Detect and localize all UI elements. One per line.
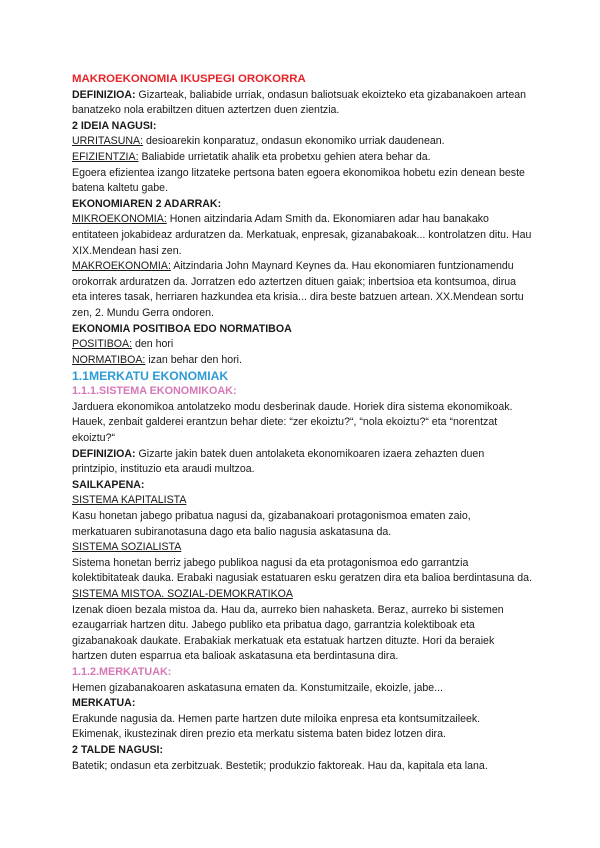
positiboa-paragraph: [72, 337, 532, 353]
efizientzia-text: Baliabide urrietatik ahalik eta probetxu gehien atera behar da.: [138, 150, 431, 163]
sailkapena-heading: SAILKAPENA:: [72, 478, 145, 491]
efizientzia-label: EFIZIENTZIA:: [72, 150, 139, 163]
sistema-intro: Jarduera ekonomikoa antolatzeko modu desberinak daude. Horiek dira sistema ekonomikoak. Hauek, zenbait galderei erantzun behar diete: “zer ekoiztu?“, “nola ekoiztu?“ eta “norentzat ekoiztu?“: [72, 400, 513, 445]
definizioa-label: DEFINIZIOA:: [72, 88, 136, 101]
sozialista-heading: SISTEMA SOZIALISTA: [72, 541, 182, 554]
document-title: MAKROEKONOMIA IKUSPEGI OROKORRA: [72, 73, 306, 85]
mistoa-text: Izenak dioen bezala mistoa da. Hau da, aurreko bien nahasketa. Beraz, aurreko bi sistemen ezaugarriak hartzen ditu. Jabego publiko eta pribatua dago, garrantzia kolektiboak eta gizabanakoak daukate. Erabakiak merkatuak eta estatuak hartzen dituzte. Hori da beraiek hartzen duten esparrua eta balioak askatasuna eta berdintasuna dira.: [72, 603, 504, 663]
kapitalista-heading: SISTEMA KAPITALISTA: [72, 494, 187, 507]
sistema-definizioa-text: Gizarte jakin batek duen antolaketa ekonomikoaren izaera zehazten duen printzipio, instituzio eta araudi multzoa.: [72, 447, 485, 476]
makroekonomia-label: MAKROEKONOMIA:: [72, 260, 171, 273]
positiboa-heading: EKONOMIA POSITIBOA EDO NORMATIBOA: [72, 322, 292, 335]
makroekonomia-text: Aitzindaria John Maynard Keynes da. Hau ekonomiaren funtzionamendu orokorrak arduratzen da. Jorratzen edo aztertzen dituen gaiak; inbertsioa eta kontsumoa, dirua eta interes tasak, herriaren hazkundea eta krisia... dira beste batzuen artean. XX.Mendean sortu zen, 2. Mundu Gerra ondoren.: [72, 260, 524, 319]
mistoa-heading: SISTEMA MISTOA. SOZIAL-DEMOKRATIKOA: [72, 588, 293, 600]
makroekonomia-paragraph: [72, 259, 532, 321]
normatiboa-label: NORMATIBOA:: [72, 353, 146, 366]
definizioa-text: Gizarteak, baliabide urriak, ondasun baliotsuak ekoizteko eta gizabanakoen artean banatzeko nola erabiltzen dituen aztertzen duen zientzia.: [72, 88, 527, 117]
definizioa-paragraph: [72, 88, 532, 119]
section-1-1-heading: 1.1MERKATU EKONOMIAK: [72, 369, 229, 384]
ideia-nagusi-heading: 2 IDEIA NAGUSI:: [72, 119, 157, 132]
urritasuna-label: URRITASUNA:: [72, 135, 144, 148]
kapitalista-text: Kasu honetan jabego pribatua nagusi da, gizabanakoari protagonismoa ematen zaio, merkatuaren subiranotasuna dago eta balio nagusia askatasuna da.: [72, 510, 471, 538]
urritasuna-text: desioarekin konparatuz, ondasun ekonomiko urriak daudenean.: [143, 135, 445, 148]
sistema-definizioa-paragraph: [72, 447, 532, 478]
sistema-definizioa-label: DEFINIZIOA:: [72, 447, 136, 460]
talde-nagusi-heading: 2 TALDE NAGUSI:: [72, 743, 164, 756]
urritasuna-paragraph: [72, 134, 532, 150]
section-1-1-2-heading: 1.1.2.MERKATUAK:: [72, 665, 172, 678]
efizientzia-note: Egoera efizientea izango litzateke pertsona baten egoera ekonomikoa hobetu ezin denean beste batena kaltetu gabe.: [72, 166, 525, 195]
mikroekonomia-paragraph: [72, 212, 532, 259]
efizientzia-paragraph: [72, 150, 532, 166]
normatiboa-paragraph: [72, 353, 532, 369]
positiboa-label: POSITIBOA:: [72, 338, 133, 351]
section-1-1-1-heading: 1.1.1.SISTEMA EKONOMIKOAK:: [72, 385, 237, 398]
merkatuak-intro: Hemen gizabanakoaren askatasuna ematen da. Konstumitzaile, ekoizle, jabe...: [72, 681, 444, 694]
positiboa-text: den hori: [132, 338, 174, 351]
talde-nagusi-text: Batetik; ondasun eta zerbitzuak. Bestetik; produkzio faktoreak. Hau da, kapitala eta lana.: [72, 759, 488, 772]
merkatua-text: Erakunde nagusia da. Hemen parte hartzen dute miloika enpresa eta kontsumitzaileek. Ekimenak, ikustezinak diren prezio eta merkatu sistema baten bidez lotzen dira.: [72, 712, 481, 741]
merkatua-heading: MERKATUA:: [72, 697, 136, 710]
mikroekonomia-label: MIKROEKONOMIA:: [72, 213, 167, 226]
mikroekonomia-text: Honen aitzindaria Adam Smith da. Ekonomiaren adar hau banakako entitateen jokabideaz arduratzen da. Merkatuak, enpresak, gizanabakoak... kontrolatzen ditu. Hau XIX.Mendean hasi zen.: [72, 213, 532, 257]
sozialista-text: Sistema honetan berriz jabego publikoa nagusi da eta protagonismoa edo garrantzia kolektibitateak dauka. Erabaki nagusiak estatuaren esku geratzen dira eta balioa berdintasuna da.: [72, 556, 532, 585]
adarrak-heading: EKONOMIAREN 2 ADARRAK:: [72, 197, 222, 210]
normatiboa-text: izan behar den hori.: [145, 353, 242, 366]
document-page: [72, 72, 532, 774]
